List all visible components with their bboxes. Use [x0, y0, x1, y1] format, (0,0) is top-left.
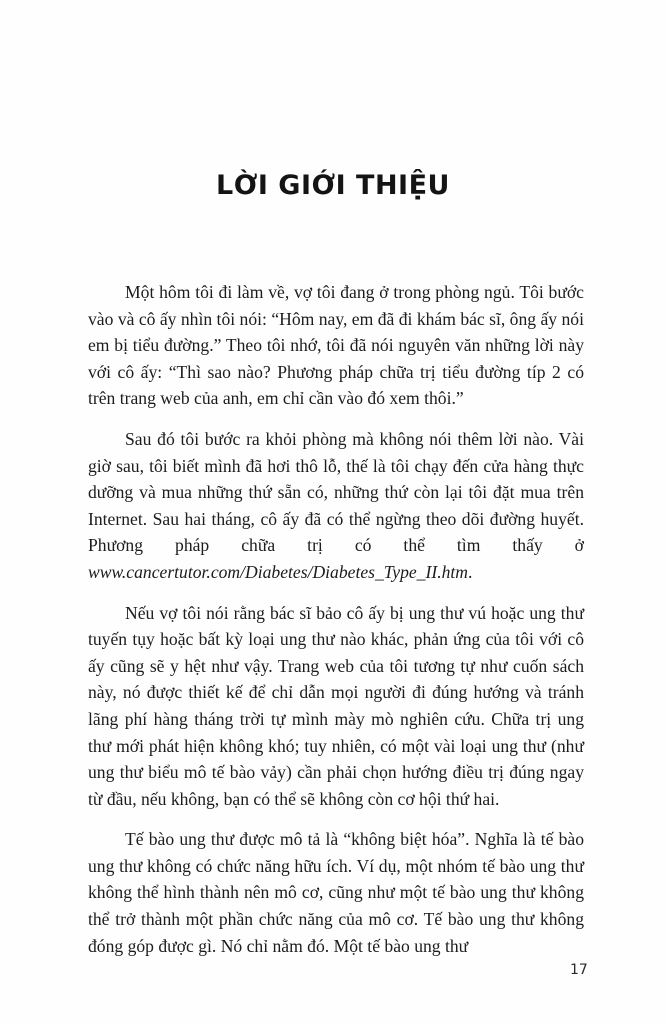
paragraph-2-suffix: . — [468, 561, 473, 582]
paragraph-3-text: Nếu vợ tôi nói rằng bác sĩ bảo cô ấy bị ung thư vú hoặc ung thư tuyến tụy hoặc bất kỳ loại ung thư nào khác, phản ứng của tôi với cô ấy cũng sẽ y hệt như vậy. Trang web của tôi tương tự như cuốn sách này, nó được thiết kế để chỉ dẫn mọi người đi đúng hướng và tránh lãng phí hàng tháng trời tự mình mày mò nghiên cứu. Chữa trị ung thư mới phát hiện không khó; tuy nhiên, có một vài loại ung thư (như ung thư biểu mô tế bào vảy) cần phải chọn hướng điều trị đúng ngay từ đầu, nếu không, bạn có thể sẽ không còn cơ hội thứ hai. — [88, 602, 584, 809]
paragraph-4 — [88, 826, 584, 959]
paragraph-2 — [88, 426, 584, 586]
paragraph-2-text: Sau đó tôi bước ra khỏi phòng mà không nói thêm lời nào. Vài giờ sau, tôi biết mình đã hơi thô lỗ, thế là tôi chạy đến cửa hàng thực dưỡng và mua những thứ sẵn có, những thứ còn lại tôi đặt mua trên Internet. Sau hai tháng, cô ấy đã có thể ngừng theo dõi đường huyết. Phương pháp chữa trị có thể tìm thấy ở — [88, 428, 584, 556]
paragraph-3 — [88, 600, 584, 813]
website-url: www.cancertutor.com/Diabetes/Diabetes_Type_II.htm — [88, 561, 468, 582]
paragraph-4-text: Tế bào ung thư được mô tả là “không biệt hóa”. Nghĩa là tế bào ung thư không có chức năng hữu ích. Ví dụ, một nhóm tế bào ung thư không thể hình thành nên mô cơ, cũng như một tế bào ung thư không thể trở thành một phần chức năng của mô cơ. Tế bào ung thư không đóng góp được gì. Nó chỉ nằm đó. Một tế bào ung thư — [88, 829, 584, 956]
chapter-title: LỜI GIỚI THIỆU — [216, 170, 450, 201]
paragraph-1-text: Một hôm tôi đi làm về, vợ tôi đang ở trong phòng ngủ. Tôi bước vào và cô ấy nhìn tôi nói: “Hôm nay, em đã đi khám bác sĩ, ông ấy nói em bị tiểu đường.” Theo tôi nhớ, tôi đã nói nguyên văn những lời này với cô ấy: “Thì sao nào? Phương pháp chữa trị tiểu đường típ 2 có trên trang web của anh, em chỉ cần vào đó xem thôi.” — [88, 282, 584, 409]
paragraph-1 — [88, 279, 584, 412]
page-number: 17 — [570, 962, 588, 978]
body-text — [88, 279, 584, 973]
